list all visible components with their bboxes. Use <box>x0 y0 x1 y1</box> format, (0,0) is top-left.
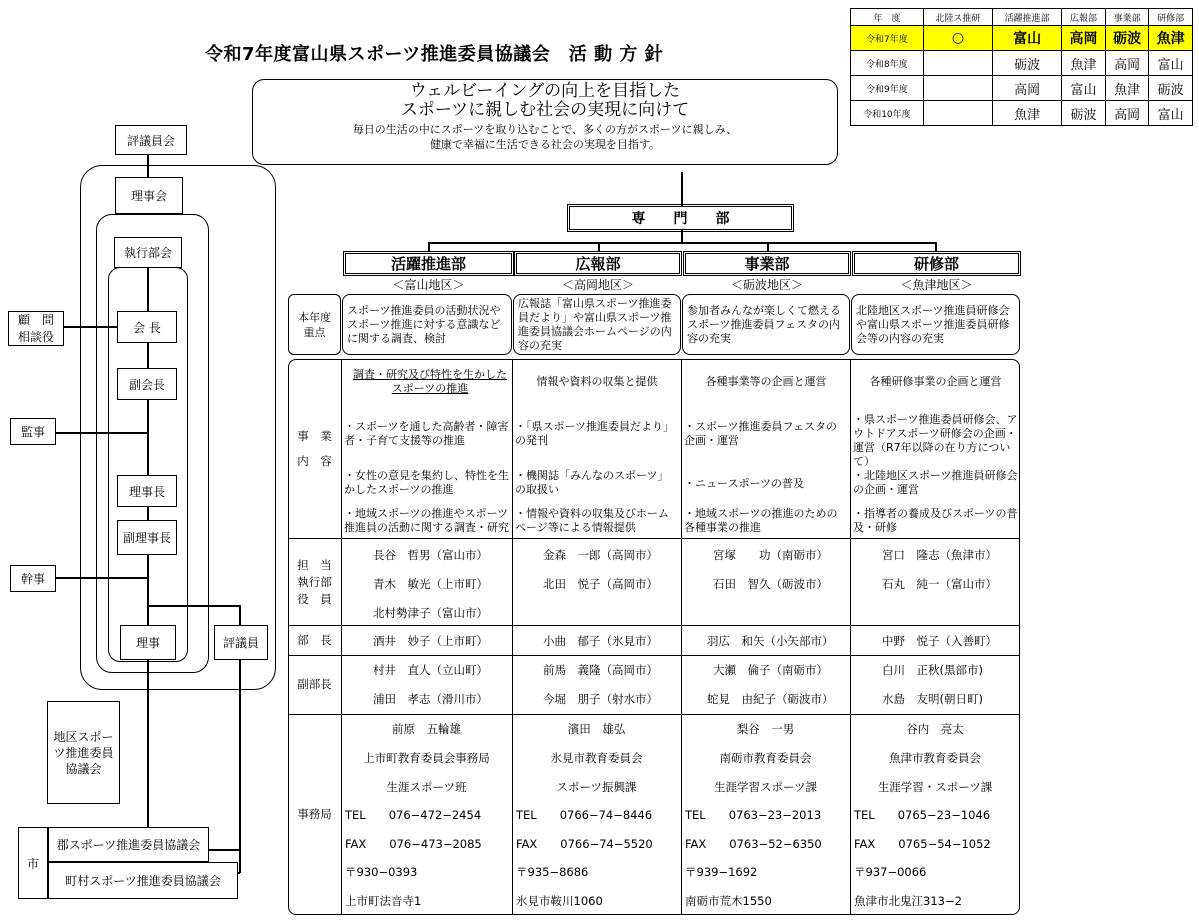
office-section: 生涯スポーツ班 <box>386 780 467 794</box>
hokuriku-cell <box>923 76 992 101</box>
table-row <box>851 26 1193 51</box>
dept-header-kenshu: 研修部 <box>854 253 1019 274</box>
hokuriku-cell <box>923 101 992 126</box>
office-org: 上市町教育委員会事務局 <box>363 751 490 765</box>
office-contact: 梨谷 一男 <box>736 722 795 736</box>
fukubucho-name: 浦田 孝志（滑川市） <box>373 692 488 706</box>
table-cell: 高岡 <box>1105 101 1149 126</box>
office-contact: 濱田 雄弘 <box>567 722 626 736</box>
org-riji: 理事 <box>120 625 176 660</box>
content-item: ・女性の意見を集約し、特性を生かしたスポーツの推進 <box>344 469 509 496</box>
header-cell: 年 度 <box>851 9 924 26</box>
table-cell: 富山 <box>1149 51 1193 76</box>
dept-focus: 北陸地区スポーツ推進員研修会や富山県スポーツ推進委員研修会等の内容の充実 <box>851 294 1020 355</box>
row-label-tanto <box>288 557 341 608</box>
fukubucho-name: 水島 友明(朝日町) <box>882 692 983 706</box>
header-cell: 事業部 <box>1105 9 1149 26</box>
fukubucho-name: 今堀 朋子（射水市） <box>543 692 658 706</box>
content-item: ・情報や資料の収集及びホームページ等による情報提供 <box>515 507 669 534</box>
office-org: 魚津市教育委員会 <box>889 751 981 765</box>
office-fax: FAX 076−473−2085 <box>345 837 482 851</box>
office-tel: TEL 0766−74−8446 <box>516 808 653 822</box>
table-row <box>851 51 1193 76</box>
content-head: 情報や資料の収集と提供 <box>536 375 658 388</box>
row-label-tanto-1: 担 当 <box>297 558 332 572</box>
content-item: ・県スポーツ推進委員研修会、アウトドアスポーツ研修会の企画・運営（R7年以降の在り方について） <box>853 413 1018 468</box>
dept-area: ＜魚津地区＞ <box>900 278 973 292</box>
org-shi: 市 <box>18 827 48 899</box>
bucho-name: 小曲 郁子（氷見市） <box>543 634 658 648</box>
org-fukukaicho: 副会長 <box>117 368 177 400</box>
org-kaicho: 会 長 <box>117 311 177 343</box>
row-label-content-2: 内 容 <box>297 454 332 468</box>
dept-focus: 広報誌「富山県スポーツ推進委員だより」や富山県スポーツ推進委員協議会ホームページの内容の充実 <box>513 294 681 355</box>
office-zip: 〒930−0393 <box>345 865 418 879</box>
content-head: 調査・研究及び特性を生かしたスポーツの推進 <box>353 368 507 395</box>
dept-area: ＜高岡地区＞ <box>561 278 634 292</box>
fukubucho-name: 蛇見 由紀子（砺波市） <box>707 692 834 706</box>
tanto-name: 宮口 隆志（魚津市） <box>882 548 997 562</box>
dept-area: ＜富山地区＞ <box>392 278 465 292</box>
tanto-name: 北村勢津子（富山市） <box>373 606 488 620</box>
table-cell: 高岡 <box>993 76 1062 101</box>
tanto-name: 石田 智久（砺波市） <box>713 577 828 591</box>
row-label-jimukyoku: 事務局 <box>297 807 332 821</box>
org-gun-kyogikai: 郡スポーツ推進委員協議会 <box>48 827 209 862</box>
table-row <box>851 76 1193 101</box>
content-item: ・北陸地区スポーツ推進員研修会の企画・運営 <box>853 469 1018 496</box>
year-cell: 令和9年度 <box>851 76 924 101</box>
org-kanji2: 幹事 <box>10 565 56 592</box>
dept-area: ＜砺波地区＞ <box>730 278 803 292</box>
row-label-bucho: 部 長 <box>297 633 332 647</box>
header-cell: 活躍推進部 <box>993 9 1062 26</box>
dept-header-koho: 広報部 <box>516 253 680 274</box>
bucho-name: 中野 悦子（入善町） <box>882 634 997 648</box>
office-section: 生涯学習スポーツ課 <box>713 780 818 794</box>
office-address: 魚津市北鬼江313−2 <box>854 894 962 908</box>
office-zip: 〒937−0066 <box>854 865 927 879</box>
content-item: ・地域スポーツの推進やスポーツ推進員の活動に関する調査・研究 <box>344 507 509 534</box>
tanto-name: 金森 一郎（高岡市） <box>543 548 658 562</box>
table-cell: 富山 <box>1149 101 1193 126</box>
bucho-name: 酒井 妙子（上市町） <box>373 634 488 648</box>
row-label-fukubucho: 副部長 <box>297 677 332 691</box>
header-cell: 広報部 <box>1062 9 1106 26</box>
office-section: 生涯学習・スポーツ課 <box>877 780 993 794</box>
office-address: 南砺市荒木1550 <box>685 894 772 908</box>
dept-focus: 参加者みんなが楽しくて燃えるスポーツ推進委員フェスタの内容の充実 <box>682 294 850 355</box>
fukubucho-name: 白川 正秋(黒部市) <box>882 663 983 677</box>
table-cell: 富山 <box>1062 76 1106 101</box>
office-zip: 〒939−1692 <box>685 865 758 879</box>
content-item: ・指導者の養成及びスポーツの普及・研修 <box>853 507 1018 534</box>
office-contact: 前原 五輪雄 <box>392 722 461 736</box>
org-komon: 顧 問 <box>17 312 54 327</box>
year-cell: 令和10年度 <box>851 101 924 126</box>
org-giin: 評議員 <box>214 625 268 660</box>
year-rotation-table <box>850 8 1193 126</box>
table-cell: 高岡 <box>1105 51 1149 76</box>
org-sodanyaku: 相談役 <box>17 329 54 344</box>
content-item: ・地域スポーツの推進のための各種事業の推進 <box>684 507 838 534</box>
org-choson-kyogikai: 町村スポーツ推進委員協議会 <box>48 862 238 899</box>
office-section: スポーツ振興課 <box>556 780 637 794</box>
vision-sub-1: 毎日の生活の中にスポーツを取り込むことで、多くの方がスポーツに親しみ、 <box>352 123 738 136</box>
row-label-content-1: 事 業 <box>297 429 332 443</box>
tanto-name: 石丸 純一（富山市） <box>882 577 997 591</box>
vision-line-2: スポーツに親しむ社会の実現に向けて <box>400 100 690 120</box>
vision-sub-2: 健康で幸福に生活できる社会の実現を目指す。 <box>429 138 661 151</box>
table-row <box>851 101 1193 126</box>
table-cell: 砺波 <box>1105 26 1149 51</box>
table-cell: 砺波 <box>1062 101 1106 126</box>
office-contact: 谷内 亮太 <box>906 722 964 736</box>
office-fax: FAX 0765−54−1052 <box>854 837 991 851</box>
office-tel: TEL 0765−23−1046 <box>854 808 991 822</box>
hokuriku-cell: ○ <box>923 26 992 51</box>
hokuriku-cell <box>923 51 992 76</box>
org-shikkou-bukai: 執行部会 <box>114 237 182 268</box>
office-fax: FAX 0766−74−5520 <box>516 837 653 851</box>
table-cell: 魚津 <box>993 101 1062 126</box>
office-tel: TEL 076−472−2454 <box>345 808 482 822</box>
vision-box <box>252 79 838 165</box>
tanto-name: 長谷 哲男（富山市） <box>373 548 488 562</box>
table-header-row <box>851 9 1193 26</box>
office-tel: TEL 0763−23−2013 <box>685 808 822 822</box>
row-label-tanto-3: 役 員 <box>297 592 332 606</box>
row-label-tanto-2: 執行部 <box>297 575 332 589</box>
dept-header-katsuyaku: 活躍推進部 <box>345 253 512 274</box>
content-head: 各種研修事業の企画と運営 <box>869 375 1002 388</box>
table-cell: 富山 <box>993 26 1062 51</box>
dept-focus: スポーツ推進委員の活動状況やスポーツ推進に対する意識などに関する調査、検討 <box>342 294 512 355</box>
fukubucho-name: 前馬 義隆（高岡市） <box>543 663 658 677</box>
row-label-content <box>288 428 341 470</box>
dept-header-jigyo: 事業部 <box>685 253 849 274</box>
table-cell: 魚津 <box>1149 26 1193 51</box>
table-cell: 魚津 <box>1062 51 1106 76</box>
org-giin-kai: 評議員会 <box>115 125 187 155</box>
year-cell: 令和8年度 <box>851 51 924 76</box>
content-item: ・機関誌「みんなのスポーツ」の取扱い <box>515 469 669 496</box>
office-org: 氷見市教育委員会 <box>550 751 643 765</box>
table-cell: 砺波 <box>993 51 1062 76</box>
org-kanji: 監事 <box>10 418 56 445</box>
content-item: ・ニュースポーツの普及 <box>684 477 805 490</box>
content-head: 各種事業等の企画と運営 <box>705 375 827 388</box>
tanto-name: 青木 敏光（上市町） <box>373 577 488 591</box>
office-address: 氷見市鞍川1060 <box>516 894 603 908</box>
content-item: ・「県スポーツ推進委員だより」の発刊 <box>515 420 675 447</box>
header-cell: 北陸ス推研 <box>923 9 992 26</box>
office-fax: FAX 0763−52−6350 <box>685 837 822 851</box>
row-label-focus: 本年度重点 <box>288 294 341 355</box>
table-cell: 魚津 <box>1105 76 1149 101</box>
office-org: 南砺市教育委員会 <box>719 751 812 765</box>
org-fukurijicho: 副理事長 <box>117 520 177 555</box>
tanto-name: 北田 悦子（高岡市） <box>543 577 658 591</box>
page-title: 令和7年度富山県スポーツ推進委員協議会 活 動 方 針 <box>205 44 664 65</box>
org-komon-sodanyaku <box>8 311 64 346</box>
fukubucho-name: 村井 直人（立山町） <box>373 663 488 677</box>
table-cell: 高岡 <box>1062 26 1106 51</box>
year-cell: 令和7年度 <box>851 26 924 51</box>
vision-line-1: ウェルビーイングの向上を目指した <box>409 81 681 101</box>
org-rijicho: 理事長 <box>117 475 177 507</box>
senmonbu-header: 専 門 部 <box>569 206 792 230</box>
table-cell: 砺波 <box>1149 76 1193 101</box>
content-item: ・スポーツ推進委員フェスタの企画・運営 <box>684 420 838 447</box>
content-item: ・スポーツを通した高齢者・障害者・子育て支援等の推進 <box>344 420 509 447</box>
fukubucho-name: 大瀬 倫子（南砺市） <box>713 663 828 677</box>
org-chiku-kyogikai: 地区スポーツ推進委員協議会 <box>47 701 120 804</box>
org-rijikai: 理事会 <box>115 177 183 214</box>
header-cell: 研修部 <box>1149 9 1193 26</box>
office-zip: 〒935−8686 <box>516 865 589 879</box>
bucho-name: 羽広 和矢（小矢部市） <box>707 634 834 648</box>
office-address: 上市町法音寺1 <box>345 894 422 908</box>
tanto-name: 宮塚 功（南砺市） <box>713 548 828 562</box>
